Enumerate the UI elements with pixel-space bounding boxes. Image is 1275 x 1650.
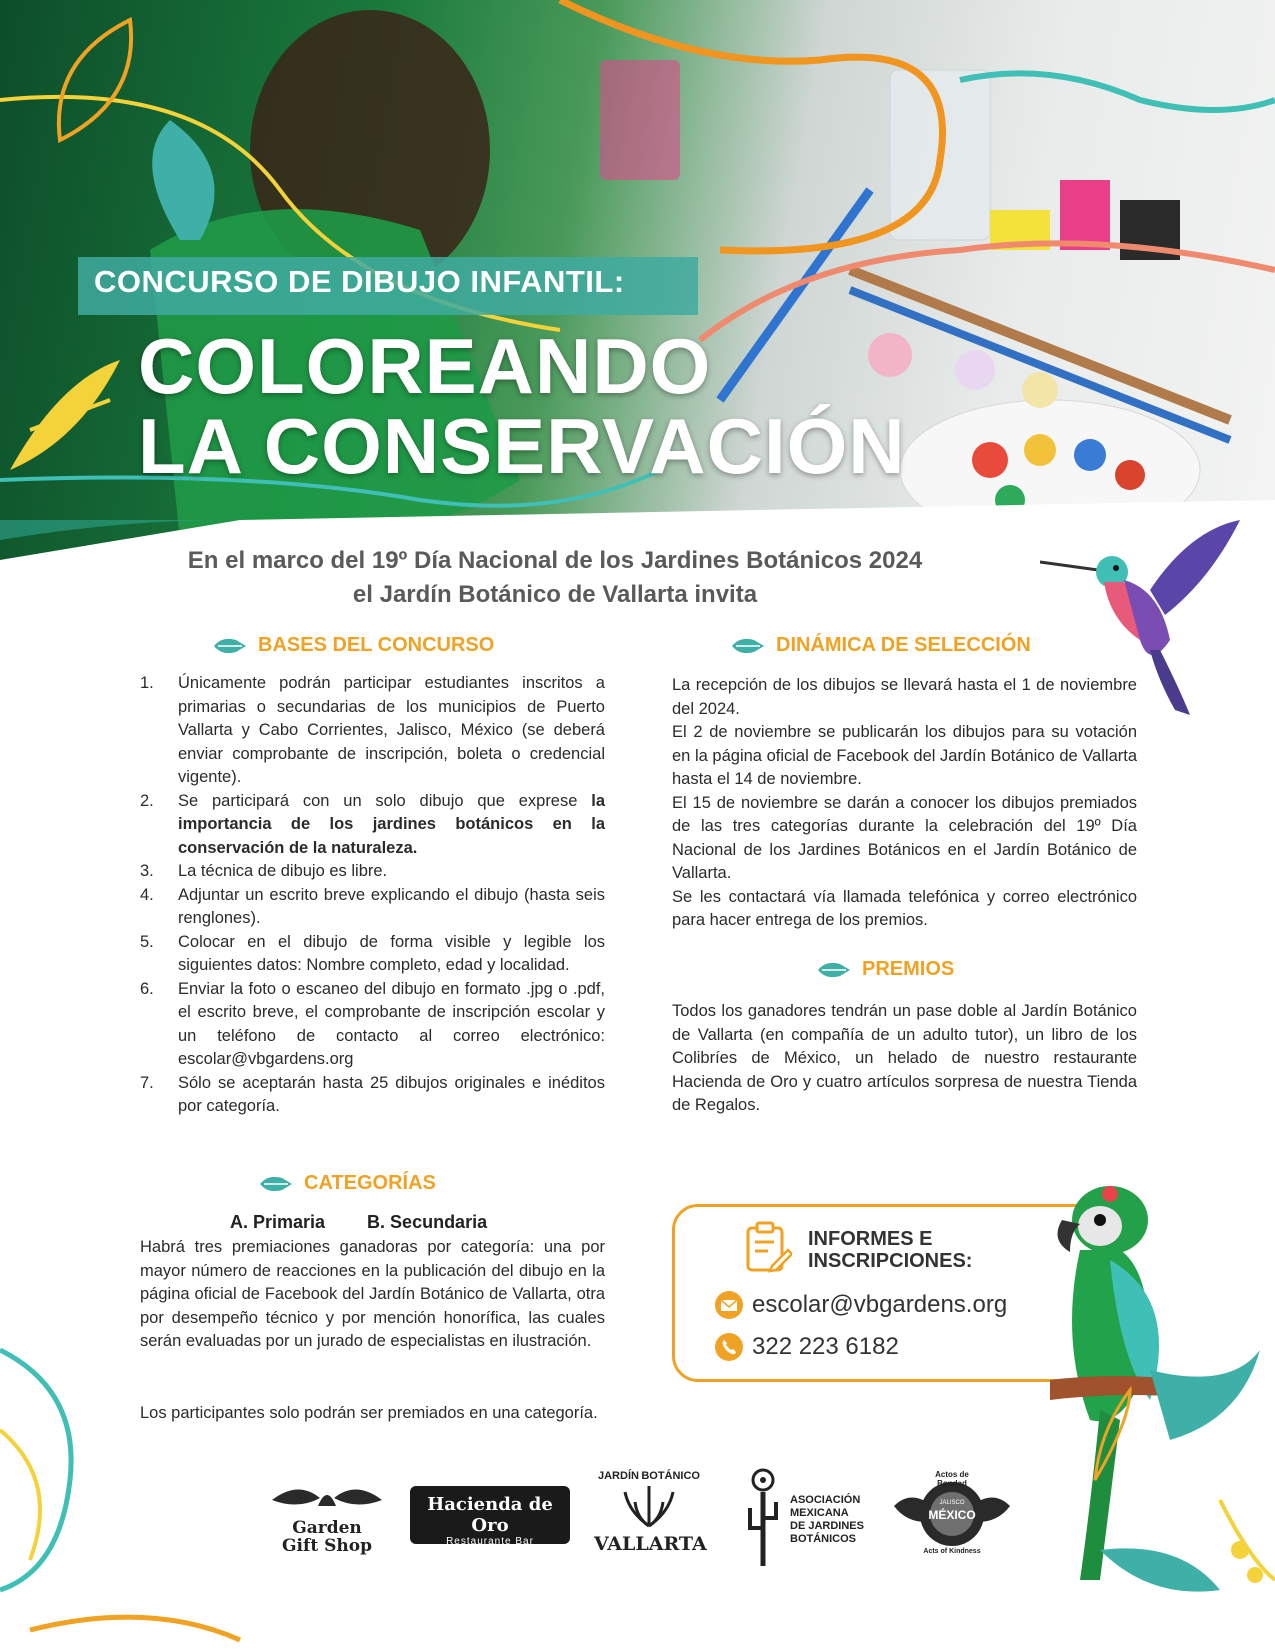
list-item: 6. Enviar la foto o escaneo del dibujo en formato .jpg o .pdf, el escrito breve, el comprobante de inscripción escolar y un teléfono de contacto al correo electrónico: escolar@vbgardens.org: [140, 979, 605, 1068]
title-line-1: COLOREANDO: [138, 322, 712, 410]
actos-de-bondad-logo: Actos de Bondad JALISCO MÉXICO Acts of Kindness: [890, 1470, 1014, 1560]
contest-kicker: CONCURSO DE DIBUJO INFANTIL:: [94, 264, 625, 299]
leaf-arrow-icon: [730, 636, 766, 656]
subtitle-line-1: En el marco del 19º Día Nacional de los Jardines Botánicos 2024: [187, 547, 923, 574]
leaf-arrow-icon: [212, 636, 248, 656]
subtitle: [160, 544, 950, 612]
categorias-heading-text: CATEGORÍAS: [304, 1172, 436, 1194]
list-item: 3. La técnica de dibujo es libre.: [140, 862, 388, 880]
category-a: A. Primaria: [230, 1212, 326, 1232]
clipboard-icon: [742, 1220, 792, 1274]
amjb-logo: ASOCIACIÓN MEXICANA DE JARDINES BOTÁNICOS: [744, 1468, 874, 1568]
hero-banner: [0, 0, 1275, 600]
categorias-note: Los participantes solo podrán ser premiados en una categoría.: [140, 1404, 598, 1422]
premios-heading-text: PREMIOS: [862, 958, 955, 980]
contact-title: INFORMES E INSCRIPCIONES:: [808, 1228, 973, 1272]
contest-title: [138, 322, 906, 490]
bases-list: [140, 672, 605, 1119]
dinamica-heading-text: DINÁMICA DE SELECCIÓN: [776, 634, 1031, 656]
category-b: B. Secundaria: [367, 1212, 488, 1232]
mail-icon: [714, 1290, 744, 1320]
subtitle-line-2: el Jardín Botánico de Vallarta invita: [352, 581, 758, 608]
categorias-heading: [258, 1172, 436, 1195]
dinamica-heading: [730, 634, 1031, 657]
garden-gift-shop-logo: Garden Gift Shop: [268, 1480, 386, 1554]
premios-heading: [816, 958, 954, 981]
leaf-arrow-icon: [816, 960, 852, 980]
title-line-2: LA CONSERVACIÓN: [138, 402, 906, 490]
premios-text: Todos los ganadores tendrán un pase doble al Jardín Botánico de Vallarta (en compañía de un adulto tutor), un libro de los Colibríes de México, un helado de nuestro restaurante Hacienda de Oro y cuatro artículos sorpresa de nuestra Tienda de Regalos.: [672, 1002, 1137, 1114]
list-item: 5. Colocar en el dibujo de forma visible y legible los siguientes datos: Nombre completo, edad y localidad.: [140, 932, 605, 974]
bases-heading: [212, 634, 494, 657]
agave-icon: [619, 1482, 679, 1528]
list-item: 2. Se participará con un solo dibujo que exprese la importancia de los jardines botánicos en la conservación de la naturaleza.: [140, 791, 605, 857]
bases-heading-text: BASES DEL CONCURSO: [258, 634, 495, 656]
leaf-arrow-icon: [258, 1174, 294, 1194]
cactus-flower-icon: [744, 1468, 782, 1568]
garden-leaves-icon: [268, 1480, 386, 1514]
contact-phone[interactable]: 322 223 6182: [752, 1333, 899, 1360]
dinamica-text: La recepción de los dibujos se llevará hasta el 1 de noviembre del 2024. El 2 de noviembre se publicarán los dibujos para su votación en la página oficial de Facebook del Jardín Botánico de Vallarta hasta el 14 de noviembre. El 15 de noviembre se darán a conocer los dibujos premiados de las tres categorías durante la celebración del 19º Día Nacional de los Jardines Botánicos en el Jardín Botánico de Vallarta. Se les contactará vía llamada telefónica y correo electrónico para hacer entrega de los premios.: [672, 676, 1137, 929]
jardin-botanico-vallarta-logo: JARDÍN BOTÁNICO VALLARTA: [594, 1470, 707, 1555]
list-item: 1. Únicamente podrán participar estudiantes inscritos a primarias o secundarias de los municipios de Puerto Vallarta y Cabo Corrientes, Jalisco, México (se deberá enviar comprobante de inscripción, boleta o credencial vigente).: [140, 674, 605, 786]
category-labels: [230, 1212, 487, 1233]
contact-email[interactable]: escolar@vbgardens.org: [752, 1291, 1008, 1318]
hacienda-de-oro-logo: Hacienda de Oro Restaurante Bar VBG: [410, 1486, 570, 1544]
list-item: 4. Adjuntar un escrito breve explicando el dibujo (hasta seis renglones).: [140, 885, 605, 927]
contact-email-row[interactable]: [714, 1290, 1007, 1320]
categorias-paragraph: Habrá tres premiaciones ganadoras por categoría: una por mayor número de reacciones en la publicación del dibujo en la página oficial de Facebook del Jardín Botánico de Vallarta, otra por desempeño técnico y por mención honorífica, las cuales serán evaluadas por un jurado de especialistas en ilustración.: [140, 1238, 605, 1350]
list-item: 7. Sólo se aceptarán hasta 25 dibujos originales e inéditos por categoría.: [140, 1073, 605, 1115]
